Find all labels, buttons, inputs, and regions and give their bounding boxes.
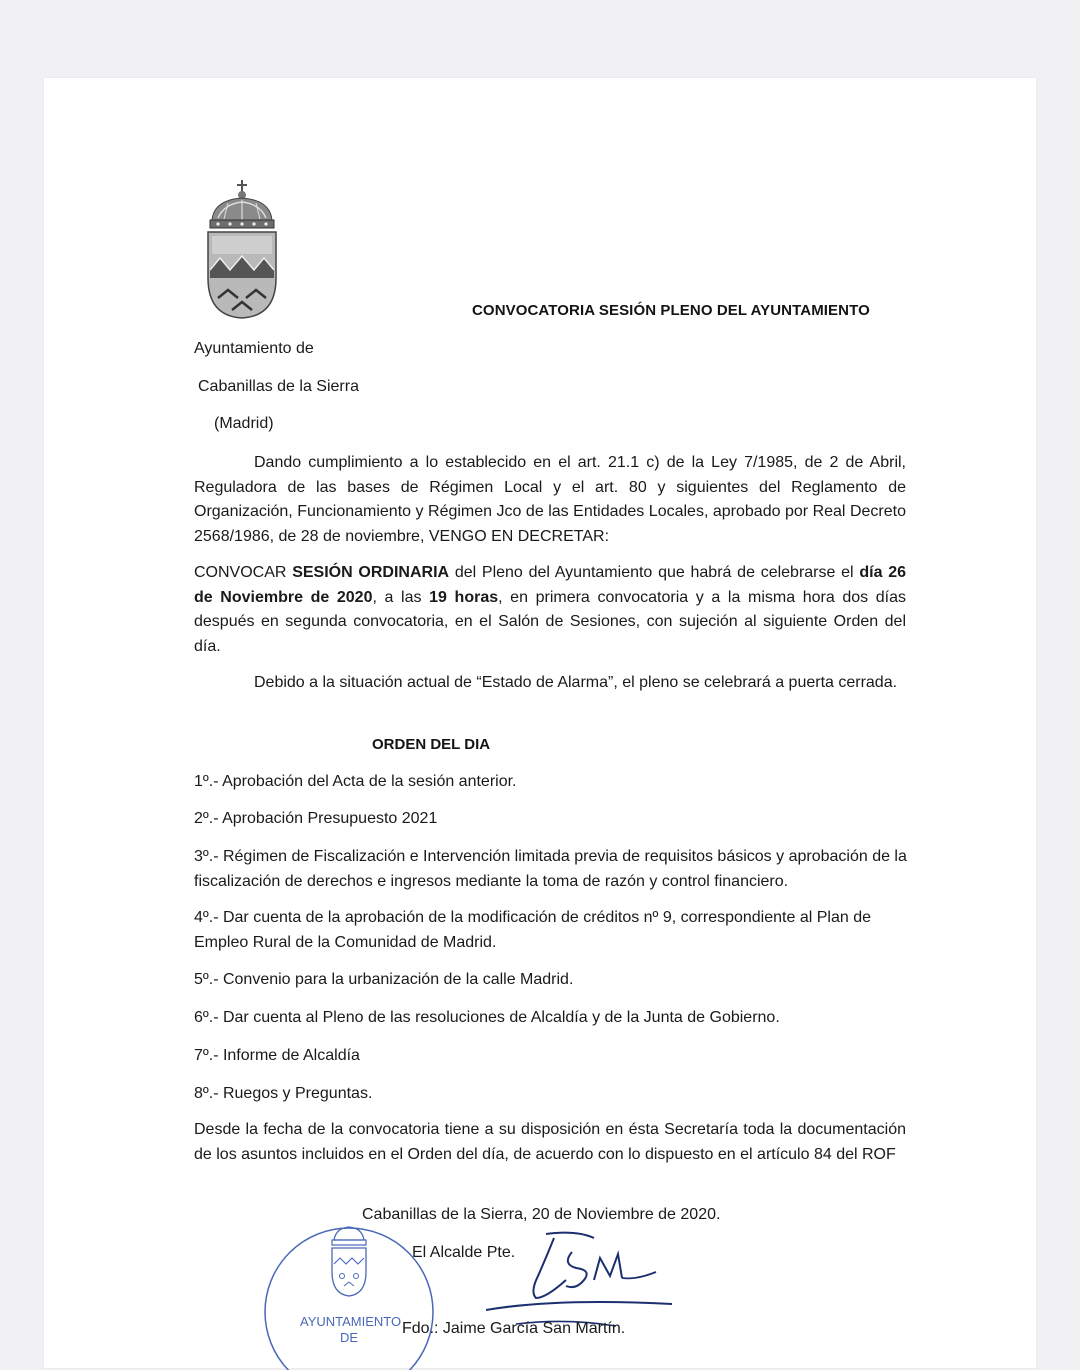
convocar-text-2: del Pleno del Ayuntamiento que habrá de celebrarse el: [449, 564, 860, 581]
document-page: [44, 78, 1036, 1368]
convocar-text-1: CONVOCAR: [194, 564, 293, 581]
orden-item: 2º.- Aprobación Presupuesto 2021: [194, 810, 438, 827]
coat-of-arms-icon: [204, 178, 280, 320]
closing-paragraph: Desde la fecha de la convocatoria tiene a su disposición en ésta Secretaría toda la documentación de los asuntos incluidos en el Orden del día, de acuerdo con lo dispuesto en el artículo 84 del ROF: [194, 1121, 906, 1163]
orden-title: ORDEN DEL DIA: [372, 736, 491, 753]
session-date: día 26 de Noviembre de 2020: [194, 564, 907, 606]
orden-item: 7º.- Informe de Alcaldía: [194, 1047, 360, 1064]
official-stamp-icon: [264, 1220, 434, 1370]
session-type: SESIÓN ORDINARIA: [292, 564, 450, 581]
orden-item: 8º.- Ruegos y Preguntas.: [194, 1085, 373, 1102]
convocar-paragraph: [194, 561, 906, 659]
signer-name: Fdo.: Jaime García San Martín.: [402, 1320, 626, 1337]
address-line-3: (Madrid): [214, 415, 274, 432]
convocar-text-4: , en primera convocatoria y a la misma hora dos días después en segunda convocatoria, en el Salón de Sesiones, con sujeción al siguiente Orden del día.: [194, 588, 907, 655]
orden-item: 1º.- Aprobación del Acta de la sesión anterior.: [194, 773, 517, 790]
orden-item: 6º.- Dar cuenta al Pleno de las resoluciones de Alcaldía y de la Junta de Gobierno.: [194, 1009, 780, 1026]
document-title: CONVOCATORIA SESIÓN PLENO DEL AYUNTAMIENTO: [472, 302, 870, 319]
address-line-1: Ayuntamiento de: [194, 340, 314, 357]
intro-paragraph: Dando cumplimiento a lo establecido en el art. 21.1 c) de la Ley 7/1985, de 2 de Abril, Reguladora de las bases de Régimen Local y el art. 80 y siguientes del Reglamento de Organización, Funcionamiento y Régimen Jco de las Entidades Locales, aprobado por Real Decreto 2568/1986, de 28 de noviembre, VENGO EN DECRETAR:: [194, 454, 906, 545]
stamp-text-line-1: AYUNTAMIENTO: [300, 1314, 402, 1329]
session-time: 19 horas: [429, 588, 499, 606]
signer-role: El Alcalde Pte.: [412, 1244, 516, 1261]
orden-item: 4º.- Dar cuenta de la aprobación de la modificación de créditos nº 9, correspondiente al Plan de Empleo Rural de la Comunidad de Madrid.: [194, 909, 871, 951]
stamp-text-line-2: DE: [340, 1330, 359, 1345]
place-date: Cabanillas de la Sierra, 20 de Noviembre de 2020.: [362, 1206, 721, 1223]
orden-item: 3º.- Régimen de Fiscalización e Intervención limitada previa de requisitos básicos y aprobación de la fiscalización de derechos e ingresos mediante la toma de razón y control financiero.: [194, 848, 907, 890]
convocar-text-3: , a las: [372, 588, 430, 606]
address-line-2: Cabanillas de la Sierra: [198, 378, 359, 395]
alarma-paragraph: Debido a la situación actual de “Estado de Alarma”, el pleno se celebrará a puerta cerrada.: [254, 674, 898, 691]
orden-item: 5º.- Convenio para la urbanización de la calle Madrid.: [194, 971, 574, 988]
